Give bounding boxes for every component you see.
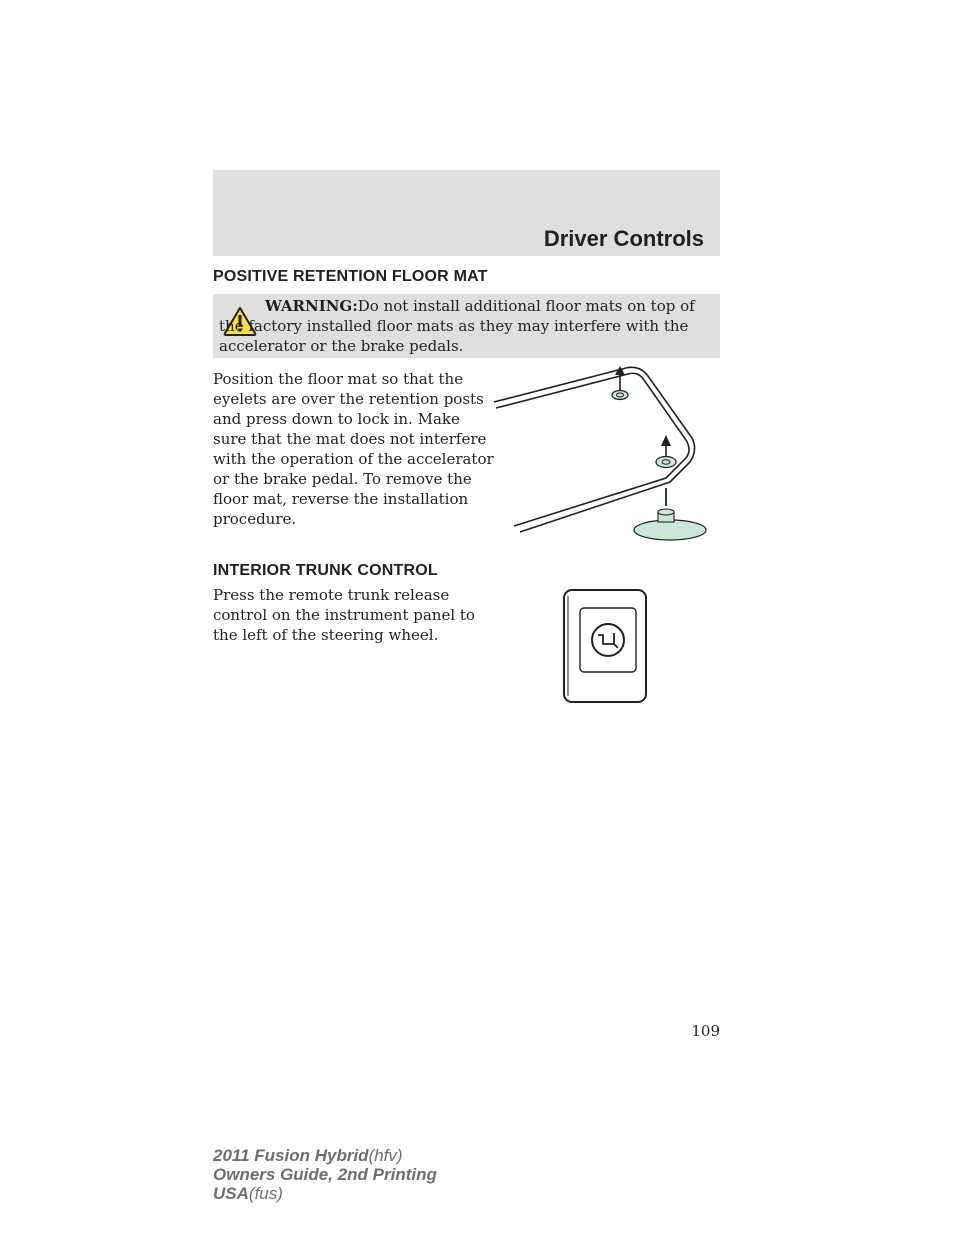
trunk-line-1: Press the remote trunk release [213, 586, 450, 604]
trunk-line-3: the left of the steering wheel. [213, 626, 439, 644]
floor-mat-line-6: or the brake pedal. To remove the [213, 470, 472, 488]
footer [213, 1146, 437, 1203]
floor-mat-line-4: sure that the mat does not interfere [213, 430, 487, 448]
warning-box [213, 294, 720, 358]
floor-mat-instructions [213, 369, 494, 529]
floor-mat-heading: POSITIVE RETENTION FLOOR MAT [213, 268, 488, 285]
page-number: 109 [691, 1022, 720, 1040]
trunk-heading: INTERIOR TRUNK CONTROL [213, 562, 438, 579]
footer-model-code: (hfv) [368, 1146, 403, 1165]
trunk-line-2: control on the instrument panel to [213, 606, 475, 624]
footer-edition: Owners Guide, 2nd Printing [213, 1165, 437, 1184]
trunk-instructions [213, 585, 475, 645]
warning-body: Do not install additional floor mats on top of the factory installed floor mats as they may interfere with the accelerator or the brake pedals. [219, 297, 695, 355]
footer-model: 2011 Fusion Hybrid [213, 1146, 369, 1165]
floor-mat-line-2: eyelets are over the retention posts [213, 390, 484, 408]
warning-text [219, 296, 709, 356]
footer-market-code: (fus) [248, 1184, 283, 1203]
trunk-release-switch-icon [562, 588, 648, 704]
floor-mat-retention-illustration [490, 366, 720, 544]
floor-mat-line-3: and press down to lock in. Make [213, 410, 460, 428]
footer-market: USA [213, 1184, 249, 1203]
floor-mat-line-1: Position the floor mat so that the [213, 370, 464, 388]
warning-label: WARNING: [265, 297, 358, 315]
floor-mat-line-7: floor mat, reverse the installation [213, 490, 469, 508]
section-header-band [213, 170, 720, 256]
section-title: Driver Controls [543, 226, 704, 251]
floor-mat-line-5: with the operation of the accelerator [213, 450, 494, 468]
floor-mat-line-8: procedure. [213, 510, 297, 528]
